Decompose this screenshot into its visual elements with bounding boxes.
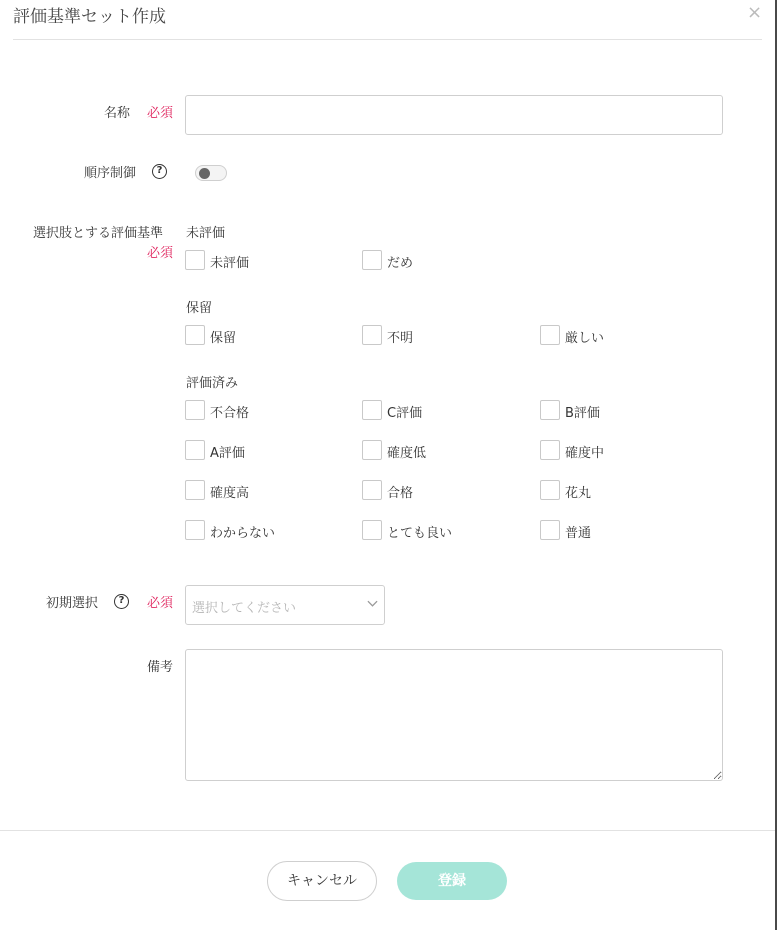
close-icon[interactable]: × (747, 2, 763, 23)
criteria-required-badge: 必須 (147, 246, 174, 261)
criteria-checkbox[interactable] (540, 520, 560, 540)
criteria-checkbox[interactable] (185, 325, 205, 345)
criteria-option-label[interactable]: B評価 (565, 406, 600, 421)
criteria-checkbox[interactable] (540, 480, 560, 500)
help-icon[interactable]: ? (114, 594, 129, 609)
criteria-option-label[interactable]: 不合格 (210, 406, 250, 421)
initial-selection-select[interactable] (185, 585, 385, 625)
criteria-checkbox[interactable] (185, 440, 205, 460)
name-input[interactable] (185, 95, 723, 135)
initial-selection-label: 初期選択 (46, 596, 99, 611)
criteria-option-label[interactable]: 不明 (387, 331, 414, 346)
initial-selection-required-badge: 必須 (147, 596, 174, 611)
criteria-checkbox[interactable] (185, 520, 205, 540)
submit-button[interactable]: 登録 (397, 862, 507, 900)
name-required-badge: 必須 (147, 106, 174, 121)
criteria-checkbox[interactable] (185, 250, 205, 270)
cancel-button[interactable]: キャンセル (267, 861, 377, 901)
criteria-option-label[interactable]: とても良い (387, 526, 453, 541)
dialog-title: 評価基準セット作成 (13, 7, 166, 27)
criteria-checkbox[interactable] (362, 400, 382, 420)
criteria-checkbox[interactable] (540, 440, 560, 460)
notes-textarea[interactable] (185, 649, 723, 781)
criteria-checkbox[interactable] (362, 480, 382, 500)
criteria-checkbox[interactable] (362, 325, 382, 345)
criteria-label: 選択肢とする評価基準 (33, 226, 164, 241)
criteria-option-label[interactable]: わからない (210, 526, 276, 541)
criteria-option-label[interactable]: 厳しい (565, 331, 605, 346)
notes-label: 備考 (147, 660, 174, 675)
criteria-option-label[interactable]: 花丸 (565, 486, 592, 501)
name-label: 名称 (104, 106, 131, 121)
criteria-option-label[interactable]: 確度高 (210, 486, 250, 501)
criteria-group-title: 評価済み (186, 376, 239, 391)
criteria-option-label[interactable]: A評価 (210, 446, 245, 461)
criteria-checkbox[interactable] (362, 440, 382, 460)
help-icon[interactable]: ? (152, 164, 167, 179)
criteria-group-title: 保留 (186, 301, 213, 316)
criteria-checkbox[interactable] (540, 325, 560, 345)
footer-divider (0, 830, 775, 831)
criteria-option-label[interactable]: 未評価 (210, 256, 250, 271)
toggle-knob (199, 168, 210, 179)
criteria-option-label[interactable]: C評価 (387, 406, 423, 421)
criteria-checkbox[interactable] (185, 480, 205, 500)
criteria-checkbox[interactable] (185, 400, 205, 420)
criteria-option-label[interactable]: だめ (387, 256, 414, 271)
criteria-option-label[interactable]: 確度中 (565, 446, 605, 461)
criteria-option-label[interactable]: 合格 (387, 486, 414, 501)
chevron-down-icon (367, 598, 378, 609)
criteria-option-label[interactable]: 確度低 (387, 446, 427, 461)
criteria-checkbox[interactable] (362, 250, 382, 270)
criteria-checkbox[interactable] (540, 400, 560, 420)
criteria-option-label[interactable]: 保留 (210, 331, 237, 346)
criteria-group-title: 未評価 (186, 226, 226, 241)
criteria-option-label[interactable]: 普通 (565, 526, 592, 541)
order-control-label: 順序制御 (84, 166, 137, 181)
select-placeholder: 選択してください (192, 601, 297, 616)
criteria-checkbox[interactable] (362, 520, 382, 540)
header-divider (13, 39, 762, 40)
order-control-toggle[interactable] (195, 165, 227, 181)
